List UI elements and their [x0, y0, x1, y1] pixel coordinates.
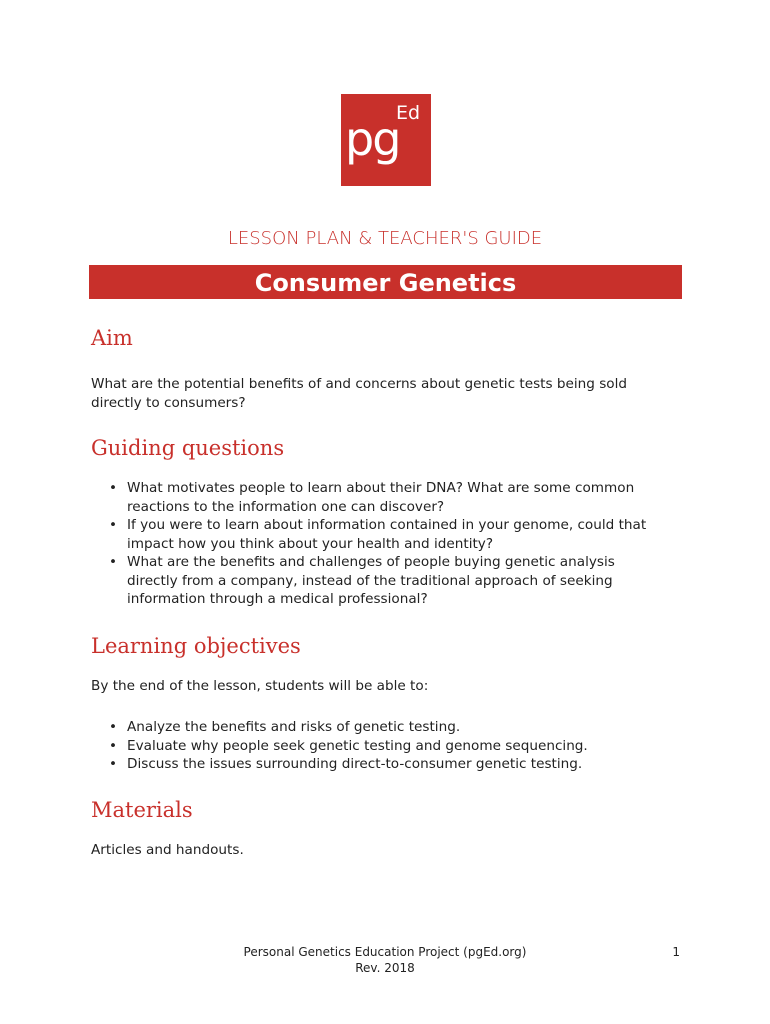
document-title: Consumer Genetics: [89, 265, 682, 299]
list-item: • Evaluate why people seek genetic testing and genome sequencing.: [91, 737, 691, 756]
list-item: • What motivates people to learn about their DNA? What are some common reactions to the information one can discover?: [91, 479, 651, 516]
objectives-intro: By the end of the lesson, students will be able to:: [91, 678, 429, 694]
page-footer: [185, 944, 585, 976]
heading-aim: Aim: [91, 326, 133, 350]
list-item: • If you were to learn about information contained in your genome, could that impact how you think about your health and identity?: [91, 516, 651, 553]
list-item: • Analyze the benefits and risks of genetic testing.: [91, 718, 691, 737]
heading-materials: Materials: [91, 798, 193, 822]
logo-superscript-text: Ed: [396, 102, 421, 124]
logo-main-text: pg: [345, 112, 400, 166]
heading-learning-objectives: Learning objectives: [91, 634, 301, 658]
aim-text: What are the potential benefits of and concerns about genetic tests being sold directly to consumers?: [91, 376, 628, 411]
footer-project-name: Personal Genetics Education Project (pgEd.org): [243, 945, 527, 959]
document-subtitle: LESSON PLAN & TEACHER'S GUIDE: [227, 228, 543, 249]
guiding-questions-list: [91, 479, 651, 609]
footer-revision: Rev. 2018: [355, 961, 415, 975]
heading-guiding-questions: Guiding questions: [91, 436, 285, 460]
list-item: • What are the benefits and challenges of people buying genetic analysis directly from a company, instead of the traditional approach of seeking information through a medical professional?: [91, 553, 651, 609]
materials-text: Articles and handouts.: [91, 842, 244, 858]
pged-logo: [341, 94, 431, 186]
page-number: 1: [672, 945, 680, 959]
list-item: • Discuss the issues surrounding direct-to-consumer genetic testing.: [91, 755, 691, 774]
learning-objectives-list: [91, 718, 691, 774]
